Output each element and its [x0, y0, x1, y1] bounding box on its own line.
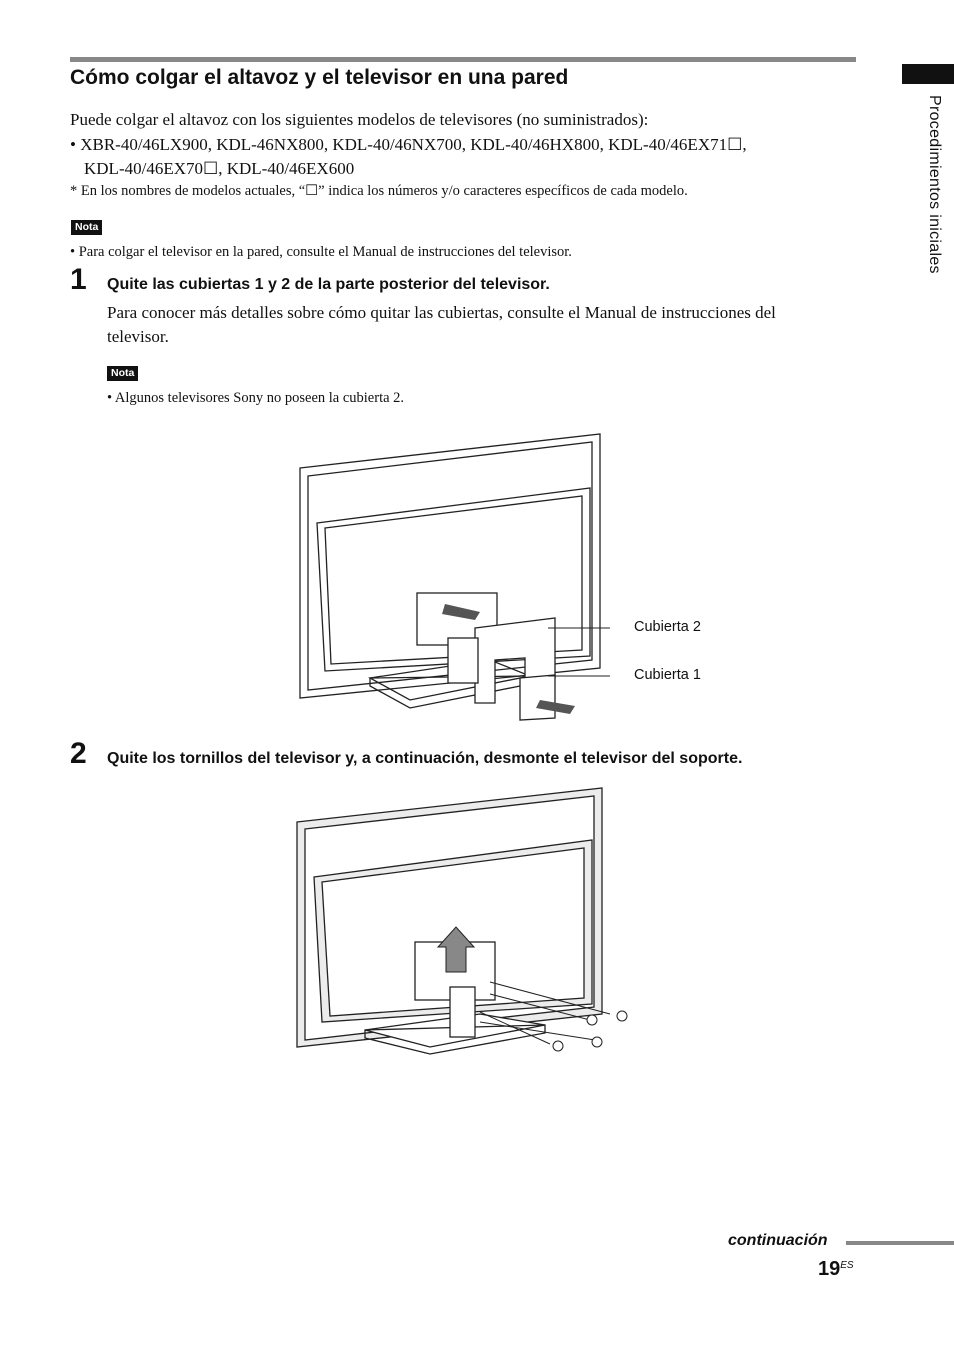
step-2-title: Quite los tornillos del televisor y, a continuación, desmonte el televisor del soporte. — [107, 750, 743, 767]
models-line-1: • XBR-40/46LX900, KDL-46NX800, KDL-40/46NX700, KDL-40/46HX800, KDL-40/46EX71☐, — [70, 135, 747, 154]
models-line-2: KDL-40/46EX70☐, KDL-40/46EX600 — [84, 159, 355, 178]
section-title: Cómo colgar el altavoz y el televisor en una pared — [70, 66, 569, 89]
top-rule — [70, 57, 856, 62]
tv-covers-illustration — [290, 428, 610, 728]
intro-text: Puede colgar el altavoz con los siguientes modelos de televisores (no suministrados): — [70, 110, 649, 129]
side-section-label: Procedimientos iniciales — [926, 95, 943, 274]
step-1-body-1: Para conocer más detalles sobre cómo quitar las cubiertas, consulte el Manual de instrucciones del — [107, 303, 776, 322]
label-cover-2: Cubierta 2 — [634, 619, 701, 635]
section-tab-marker — [902, 64, 954, 84]
tv-stand-removal-illustration — [290, 782, 640, 1062]
page-number-suffix: ES — [840, 1260, 854, 1271]
continuation-label: continuación — [728, 1232, 828, 1249]
step-1-title: Quite las cubiertas 1 y 2 de la parte posterior del televisor. — [107, 276, 550, 293]
step-1-note: • Algunos televisores Sony no poseen la cubierta 2. — [107, 390, 405, 406]
footnote: * En los nombres de modelos actuales, “☐” indica los números y/o caracteres específicos de cada modelo. — [70, 183, 688, 199]
note-text: • Para colgar el televisor en la pared, consulte el Manual de instrucciones del televisor. — [70, 244, 572, 260]
label-cover-1: Cubierta 1 — [634, 667, 701, 683]
step-1-number: 1 — [70, 263, 87, 296]
step-1-body-2: televisor. — [107, 327, 169, 346]
step-2-number: 2 — [70, 737, 87, 770]
page-number-value: 19 — [818, 1258, 841, 1280]
continuation-bar — [846, 1241, 954, 1245]
page-number — [818, 1258, 854, 1281]
note-badge: Nota — [71, 220, 102, 235]
step-1-note-badge: Nota — [107, 366, 138, 381]
